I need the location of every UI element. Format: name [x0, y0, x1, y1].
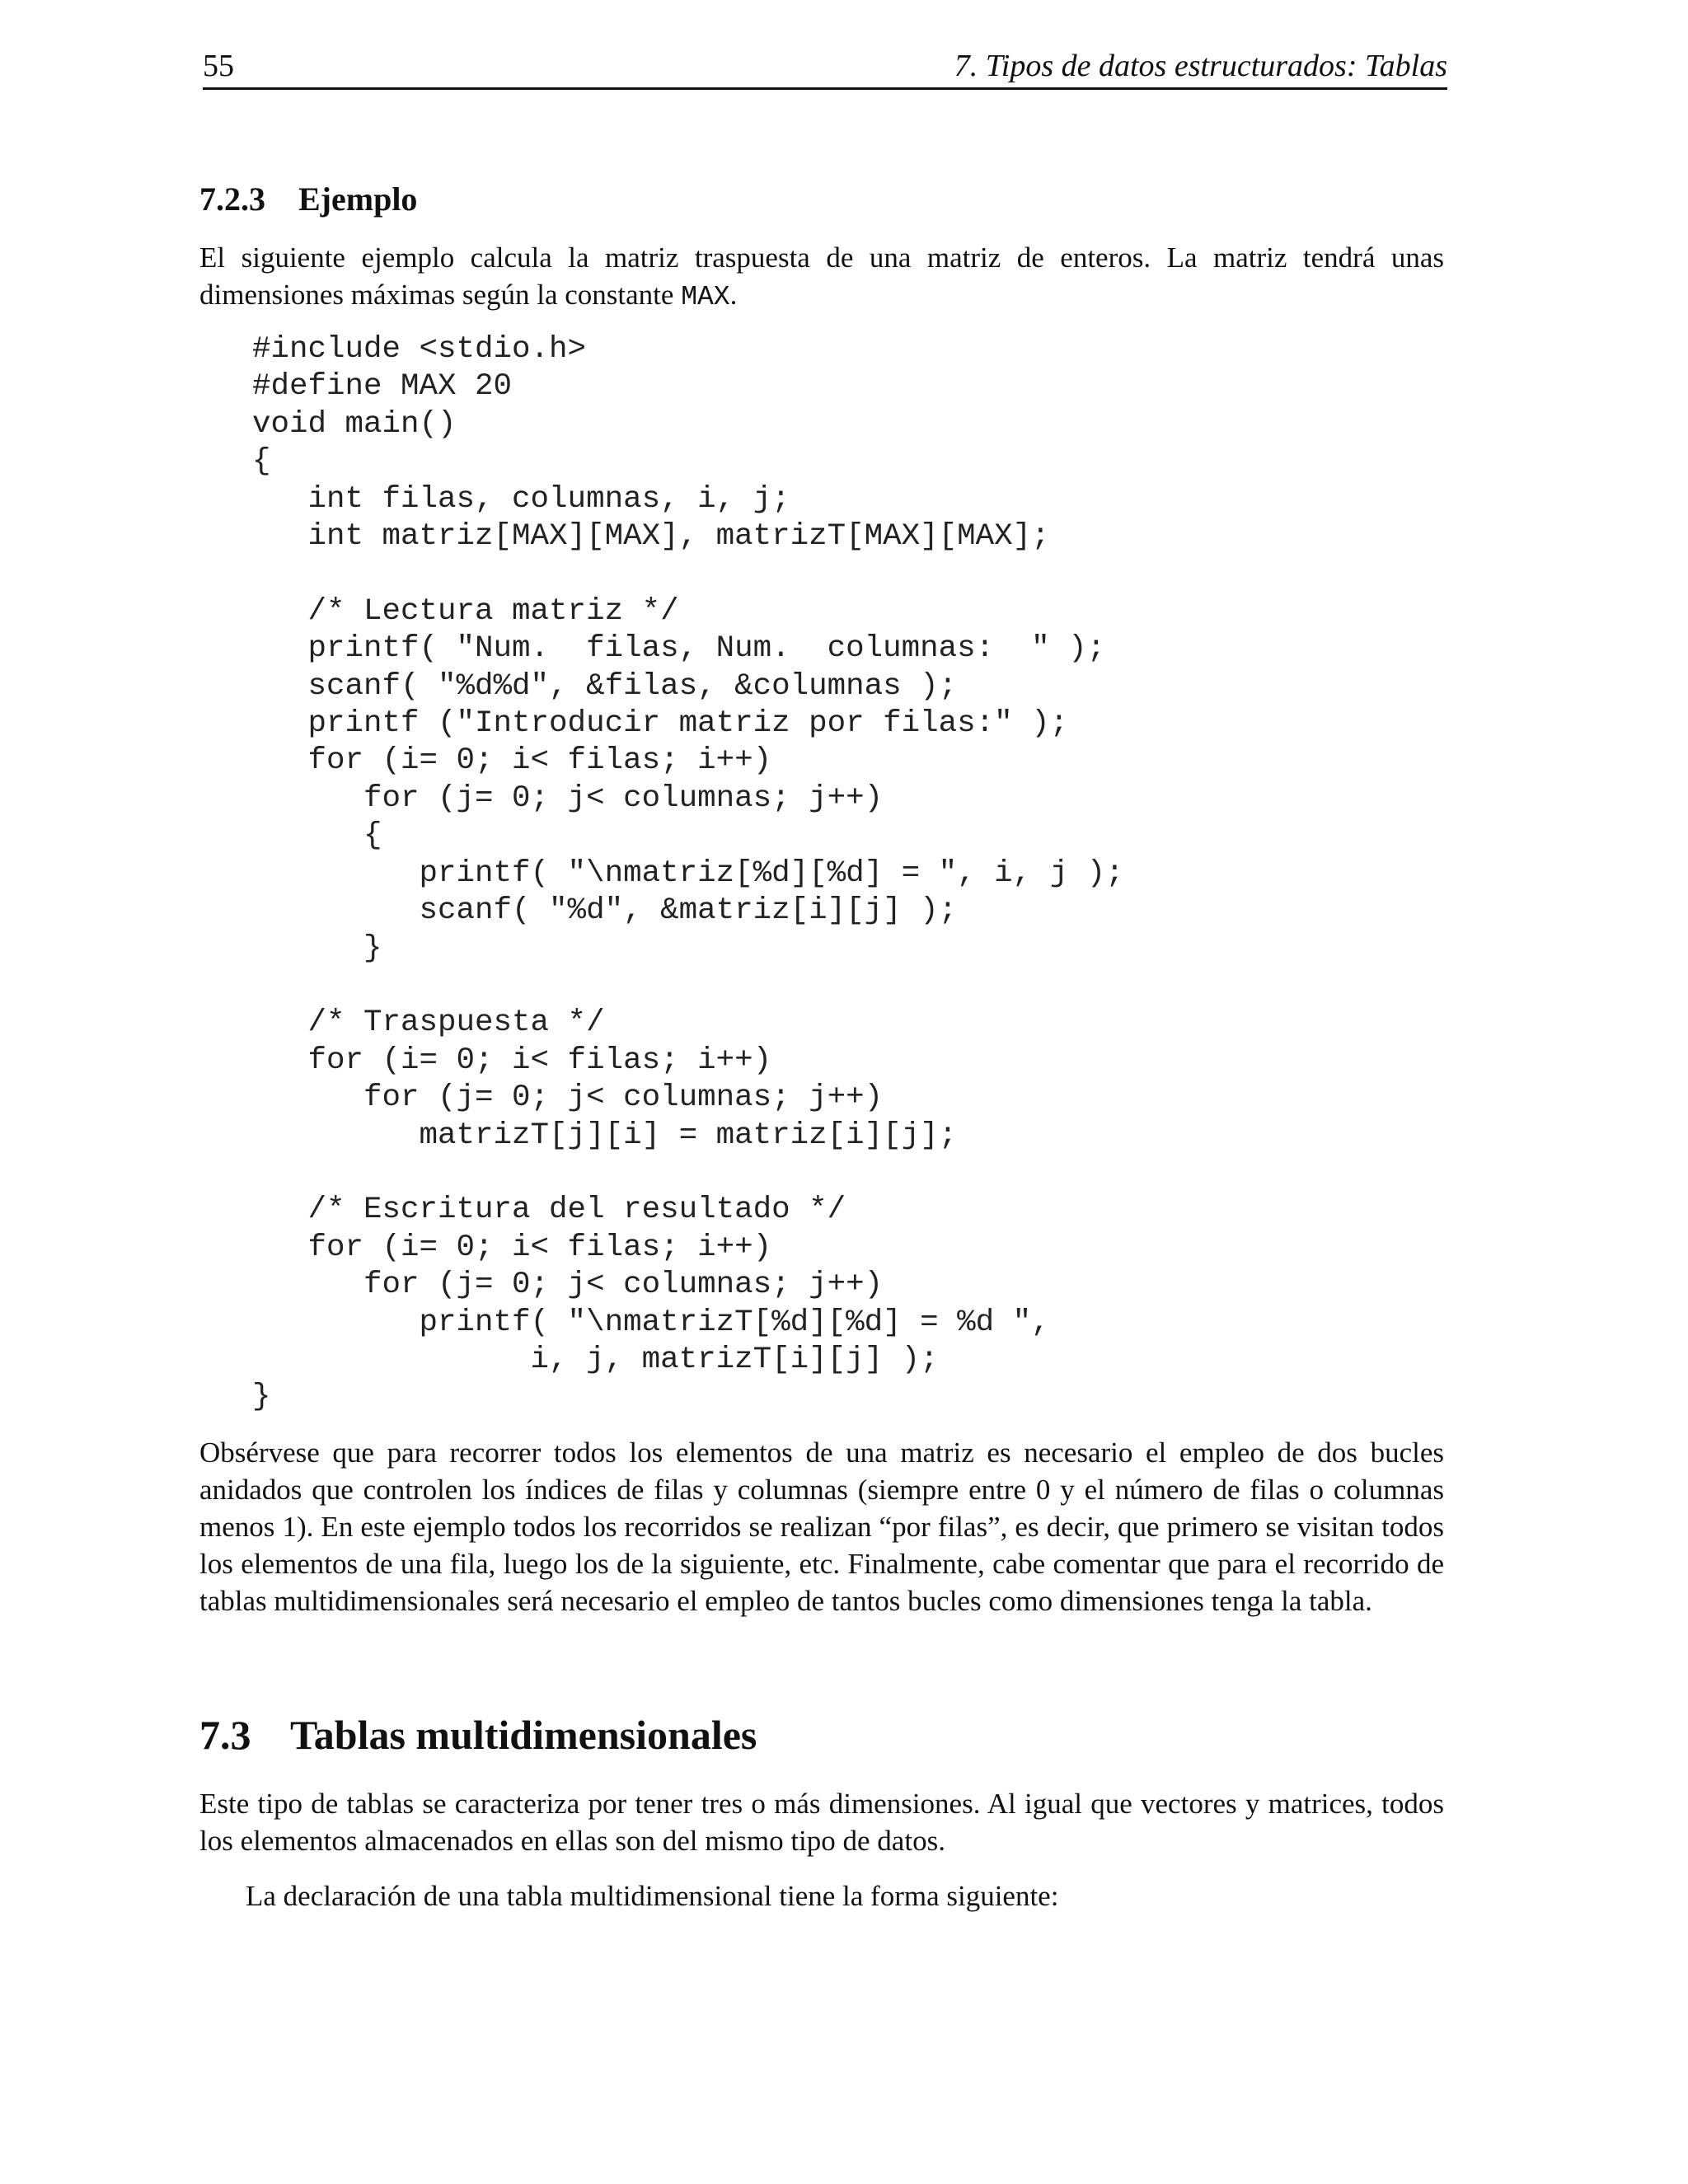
subsection-heading: [199, 176, 417, 223]
code-line: matrizT[j][i] = matriz[i][j];: [252, 1118, 958, 1153]
intro-code-term: MAX: [681, 282, 730, 312]
code-line: void main(): [252, 406, 457, 442]
declaration-paragraph: La declaración de una tabla multidimensional tiene la forma siguiente:: [246, 1880, 1059, 1912]
code-line: {: [252, 818, 382, 854]
code-line: for (i= 0; i< filas; i++): [252, 1043, 772, 1078]
code-line: printf ("Introducir matriz por filas:" );: [252, 706, 1069, 742]
code-line: printf( "\nmatrizT[%d][%d] = %d ",: [252, 1305, 1050, 1340]
code-line: int filas, columnas, i, j;: [252, 481, 790, 517]
code-line: /* Escritura del resultado */: [252, 1193, 846, 1228]
code-line: scanf( "%d", &matriz[i][j] );: [252, 893, 958, 929]
code-line: int matriz[MAX][MAX], matrizT[MAX][MAX];: [252, 519, 1050, 555]
section-heading: [199, 1708, 757, 1762]
code-line: #define MAX 20: [252, 369, 513, 405]
code-line: for (j= 0; j< columnas; j++): [252, 1268, 884, 1303]
intro-paragraph: [199, 239, 1444, 316]
code-listing: [252, 331, 1406, 1417]
code-line: i, j, matrizT[i][j] );: [252, 1342, 939, 1377]
code-line: {: [252, 444, 271, 480]
chapter-title: 7. Tipos de datos estructurados: Tablas: [954, 49, 1447, 83]
subsection-title: Ejemplo: [298, 180, 418, 218]
observation-paragraph: Obsérvese que para recorrer todos los elementos de una matriz es necesario el empleo de dos bucles anidados que controlen los índices de filas y columnas (siempre entre 0 y el número de filas o columnas menos 1). En este ejemplo todos los recorridos se realizan “por filas”, es decir, que primero se visitan todos los elementos de una fila, luego los de la siguiente, etc. Finalmente, cabe comentar que para el recorrido de tablas multidimensionales será necesario el empleo de tantos bucles como dimensiones tenga la tabla.: [199, 1436, 1444, 1617]
code-line: for (j= 0; j< columnas; j++): [252, 780, 884, 816]
section-title: Tablas multidimensionales: [290, 1712, 757, 1758]
subsection-number: 7.2.3: [199, 180, 265, 218]
page-number: 55: [203, 49, 234, 83]
running-header: [203, 41, 1447, 90]
code-line: }: [252, 1380, 271, 1415]
code-line: for (i= 0; i< filas; i++): [252, 743, 772, 779]
code-line: for (i= 0; i< filas; i++): [252, 1230, 772, 1265]
code-line: #include <stdio.h>: [252, 332, 587, 367]
multidimensional-paragraph: Este tipo de tablas se caracteriza por tener tres o más dimensiones. Al igual que vectores y matrices, todos los elementos almacenados en ellas son del mismo tipo de datos.: [199, 1788, 1444, 1857]
intro-text: El siguiente ejemplo calcula la matriz traspuesta de una matriz de enteros. La matriz tendrá unas dimensiones máximas según la constante: [199, 241, 1444, 311]
code-line: printf( "\nmatriz[%d][%d] = ", i, j );: [252, 855, 1124, 891]
code-line: /* Lectura matriz */: [252, 593, 679, 629]
code-line: scanf( "%d%d", &filas, &columnas );: [252, 668, 958, 704]
code-line: printf( "Num. filas, Num. columnas: " );: [252, 631, 1106, 667]
section-number: 7.3: [199, 1712, 251, 1758]
code-line: for (j= 0; j< columnas; j++): [252, 1080, 884, 1116]
code-line: /* Traspuesta */: [252, 1005, 605, 1041]
intro-end: .: [729, 279, 738, 311]
code-line: }: [252, 930, 382, 966]
